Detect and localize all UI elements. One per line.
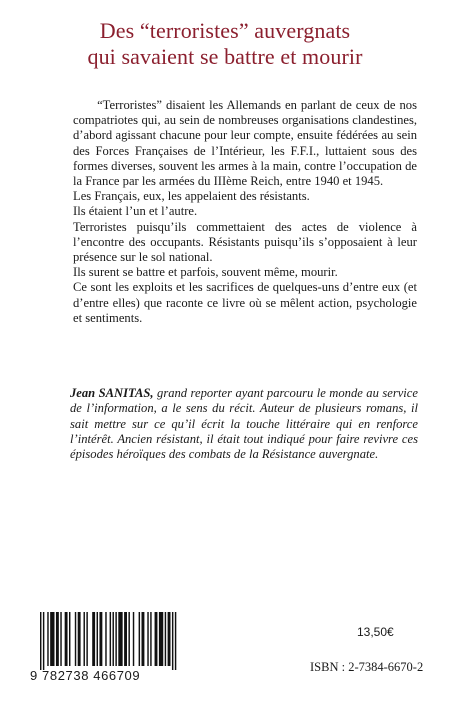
barcode-bar [133, 612, 134, 666]
barcode-bar [60, 612, 61, 666]
barcode-bar [56, 612, 59, 666]
barcode-bar [86, 612, 87, 666]
title-line-2: qui savaient se battre et mourir [87, 44, 363, 69]
barcode-bar [165, 612, 166, 666]
barcode-bar [150, 612, 151, 666]
barcode-bar [75, 612, 76, 666]
barcode-bar [128, 612, 129, 666]
isbn: ISBN : 2-7384-6670-2 [310, 660, 424, 674]
barcode-bar [47, 612, 48, 666]
barcode-bar [99, 612, 102, 666]
barcode-bar [78, 612, 81, 666]
barcode [30, 612, 188, 683]
barcode-bar [65, 612, 68, 666]
title-line-1: Des “terroristes” auvergnats [99, 18, 351, 43]
barcode-digits: 9 782738 466709 [30, 668, 141, 683]
blurb-paragraph: Les Français, eux, les appelaient des résistants. [73, 189, 310, 204]
barcode-bar [147, 612, 148, 666]
blurb-paragraph: “Terroristes” disaient les Allemands en parlant de ceux de nos compatriotes qui, au sein de nombreuses organisations clandestines, d’abord agissant chacune pour leur compte, ensuite fédérées au sein des Forces Françaises de l’Intérieur, les F.F.I., luttaient sous des formes diverses, souvent les armes à la main, contre l’occupation de la France par les armées du IIIème Reich, entre 1940 et 1945. [73, 98, 417, 189]
author-bio-text: grand reporter ayant parcouru le monde au service de l’information, a le sens du récit. Auteur de plusieurs romans, il sait mettre sur ce qu’il écrit la touche littéraire qui en renforce l’intérêt. Ancien résistant, il était tout indiqué pour faire revivre ces épisodes héroïques des combats de la Résistance auvergnate. [70, 386, 418, 462]
barcode-bar [168, 612, 171, 666]
barcode-bar [113, 612, 114, 666]
blurb-paragraph: Ils étaient l’un et l’autre. [73, 204, 198, 219]
price: 13,50€ [357, 625, 394, 639]
barcode-bar [139, 612, 140, 666]
barcode-bar [142, 612, 145, 666]
barcode-bar [115, 612, 116, 666]
author-name: Jean SANITAS, [70, 386, 154, 400]
back-cover-blurb [73, 98, 417, 326]
barcode-bar [69, 612, 70, 666]
barcode-bar [97, 612, 98, 666]
barcode-bar [43, 612, 44, 670]
blurb-paragraph: Ils surent se battre et parfois, souvent même, mourir. [73, 265, 338, 280]
barcode-bar [124, 612, 127, 666]
barcode-bar [110, 612, 111, 666]
barcode-bar [105, 612, 106, 666]
barcode-bar [84, 612, 85, 666]
barcode-bar [159, 612, 163, 666]
barcode-bar [118, 612, 122, 666]
barcode-bar [92, 612, 95, 666]
book-title [0, 18, 450, 70]
author-bio [70, 386, 418, 462]
barcode-bar [40, 612, 41, 670]
barcode-bar [155, 612, 158, 666]
barcode-bar [172, 612, 173, 670]
barcode-bar [50, 612, 54, 666]
barcode-bar [175, 612, 176, 670]
barcode-bars [30, 612, 188, 670]
blurb-paragraph: Ce sont les exploits et les sacrifices de quelques-uns d’entre eux (et d’entre elles) que raconte ce livre où se mêlent action, psychologie et sentiments. [73, 280, 417, 325]
blurb-paragraph: Terroristes puisqu’ils commettaient des actes de violence à l’encontre des occupants. Résistants puisqu’ils s’opposaient à leur présence sur le sol national. [73, 219, 417, 265]
